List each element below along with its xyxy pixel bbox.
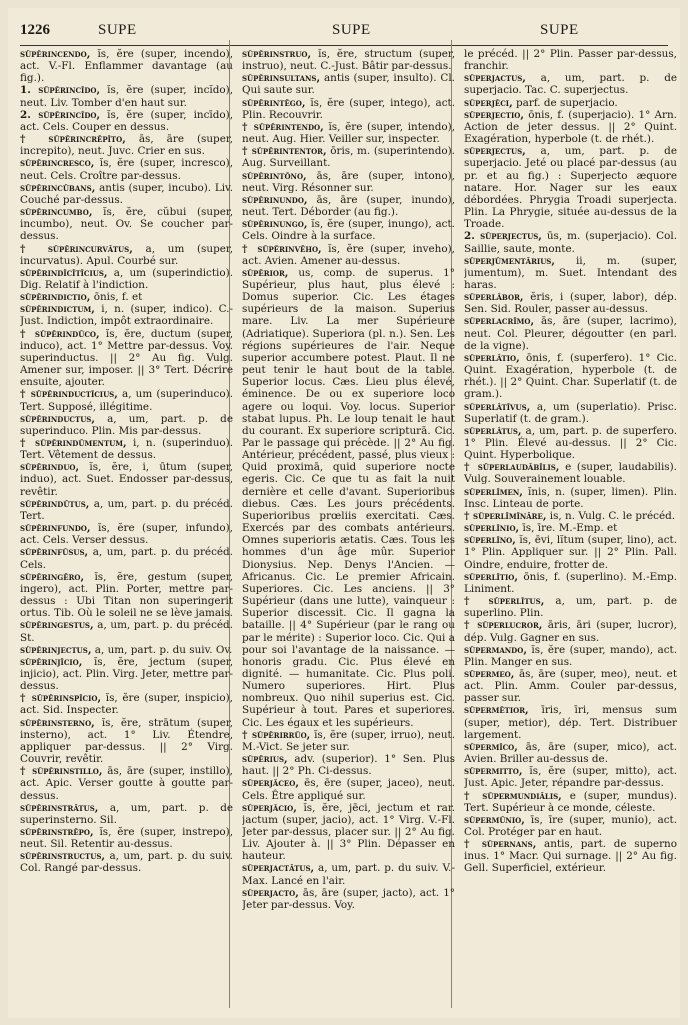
dictionary-entry — [20, 692, 233, 716]
dictionary-entry — [464, 595, 677, 619]
dictionary-entry — [20, 826, 233, 850]
dictionary-entry — [464, 790, 677, 814]
entry-headword: 2. sŭpĕrincīdo, — [20, 108, 101, 121]
entry-definition: antis (super, incubo). Liv. Couché par-dessus. — [20, 181, 233, 206]
dictionary-entry — [242, 862, 455, 886]
dictionary-entry — [20, 717, 233, 766]
entry-headword: † sŭpĕrinstillo, — [20, 765, 103, 778]
entry-headword: † sŭperlĭtus, — [464, 595, 545, 608]
entry-definition: ĭs, ĕre (super, incendo), act. V.-Fl. Enflammer davantage (au fig.). — [20, 48, 233, 85]
entry-definition: ĭs, ĕre (super, irruo), neut. M.-Vict. Se jeter sur. — [242, 728, 455, 753]
entry-headword: sŭpĕrincresco, — [20, 157, 95, 170]
running-head-left: SUPE — [98, 22, 137, 38]
entry-definition: ĭs, ĕre (super, intendo), neut. Aug. Hier. Veiller sur, inspecter. — [242, 120, 455, 146]
dictionary-entry — [464, 765, 677, 789]
entry-definition: a, um, part. p. du précéd. St. — [20, 619, 233, 644]
entry-definition: ĭs, ĕre (super, mando), act. Plin. Manger en sus. — [464, 643, 677, 668]
entry-headword: sŭpĕrinstrātus, — [20, 801, 99, 814]
dictionary-entry — [20, 157, 233, 181]
dictionary-entry — [464, 534, 677, 570]
entry-definition: ūs, m. (superjacio). Col. Saillie, saute, monte. — [464, 230, 677, 255]
entry-definition: ĭs, ĕre (super, infundo), act. Cels. Verser dessus. — [20, 522, 233, 547]
dictionary-entry — [464, 571, 677, 595]
dictionary-entry — [242, 802, 455, 863]
entry-definition: le précéd. || 2° Plin. Passer par-dessus, franchir. — [464, 48, 677, 73]
entry-definition: ās, āre (super, meo), neut. et act. Plin. Amm. Couler par-dessus, passer sur. — [464, 667, 677, 705]
dictionary-entry — [20, 206, 233, 242]
entry-headword: sŭpermĭco, — [464, 740, 518, 753]
entry-definition: ās, āre (super, inundo), neut. Tert. Déborder (au fig.). — [242, 193, 455, 219]
entry-headword: sŭperlātus, — [464, 424, 522, 437]
entry-definition: ĭs, ēvi, lĭtum (super, lino), act. 1° Plin. Appliquer sur. || 2° Plin. Pall. Oindre, enduire, frotter de. — [464, 534, 677, 571]
entry-headword: sŭperlăbor, — [464, 291, 524, 304]
entry-definition: ĭs, ĕre (super, intego), act. Plin. Recouvrir. — [242, 96, 455, 121]
entry-headword: sŭpĕrinjĭcio, — [20, 655, 83, 668]
entry-definition: ĭs, ĕre (super, inungo), act. Cels. Oindre à la surface. — [242, 218, 455, 243]
entry-headword: sŭpĕrinstruo, — [242, 48, 312, 60]
dictionary-entry — [242, 729, 455, 753]
entry-definition: a, um, part. p. de superjacio. Tac. C. superjectus. — [464, 72, 677, 97]
dictionary-entry — [464, 425, 677, 461]
entry-headword: † sŭpĕrindūco, — [20, 327, 100, 340]
entry-definition: a, um, part. p. de superfero. 1° Plin. Élevé au-dessus. || 2° Cic. Quint. Hyperbolique. — [464, 424, 677, 462]
dictionary-entry — [20, 546, 233, 570]
dictionary-entry — [464, 145, 677, 230]
column-3 — [464, 48, 677, 1018]
page-header — [20, 22, 670, 44]
dictionary-entry — [242, 72, 455, 96]
dictionary-entry — [20, 133, 233, 157]
entry-headword: sŭpĕrinundo, — [242, 193, 308, 206]
entry-headword: sŭperlīmen, — [464, 485, 523, 498]
entry-headword: sŭpĕrindĭcĭtĭcius, — [20, 266, 108, 279]
entry-definition: e (super, laudabilis). Vulg. Souverainement louable. — [464, 461, 677, 486]
dictionary-entry — [20, 619, 233, 643]
entry-definition: ĭs, ĕre, structum (super, instruo), neut. C.-Just. Bâtir par-dessus. — [242, 48, 455, 73]
entry-definition: ōnis, f. (superfero). 1° Cic. Quint. Exagération, hyperbole (t. de rhét.). || 2° Quint. Char. Superlatif (t. de gram.). — [464, 351, 677, 401]
entry-headword: sŭpĕrinductus, — [20, 412, 95, 425]
entry-headword: † sŭperlīmĭnāre, — [464, 509, 547, 522]
entry-definition: ās, āre (super, mico), act. Avien. Briller au-dessus de. — [464, 740, 677, 766]
entry-headword: sŭpĕrinduo, — [20, 461, 80, 474]
entry-definition: ās, āre (super, jacto), act. 1° Jeter par-dessus. Voy. — [242, 886, 455, 911]
entry-headword: sŭperjectio, — [464, 108, 524, 121]
entry-definition: adv. (superior). 1° Sen. Plus haut. || 2° Ph. Ci-dessus. — [242, 753, 455, 778]
entry-headword: sŭpĕrinjectus, — [20, 643, 92, 656]
entry-definition: ōnis, f. et — [93, 291, 143, 304]
entry-headword: sŭpĕrintĕgo, — [242, 96, 306, 109]
entry-headword: sŭperjacto, — [242, 886, 299, 899]
dictionary-entry — [20, 498, 233, 522]
dictionary-entry — [464, 838, 677, 874]
dictionary-entry — [464, 401, 677, 425]
dictionary-entry — [20, 243, 233, 267]
entry-definition: ĭs, ĕre (super, inveho), act. Avien. Amener au-dessus. — [242, 242, 455, 267]
entry-headword: † sŭpĕrinductĭcius, — [20, 388, 118, 401]
dictionary-entry — [242, 243, 455, 267]
dictionary-entry — [20, 802, 233, 826]
dictionary-entry — [464, 255, 677, 291]
dictionary-entry — [242, 194, 455, 218]
entry-definition: īs, īre. M.-Emp. et — [522, 522, 618, 535]
entry-definition: ĭs, ĕre, gestum (super, ingero), act. Plin. Porter, mettre par-dessus : Ubi Titan non superingerit ortus. Tib. Où le soleil ne se lève jamais. — [20, 570, 233, 620]
dictionary-entry — [242, 218, 455, 242]
dictionary-entry — [464, 291, 677, 315]
entry-headword: sŭpĕrindūtus, — [20, 497, 90, 510]
entry-headword: sŭpermētior, — [464, 704, 529, 717]
dictionary-entry — [20, 437, 233, 461]
dictionary-entry — [242, 170, 455, 194]
entry-headword: † sŭpĕrintendo, — [242, 120, 324, 133]
entry-definition: ĭs, ĕre, cŭbui (super, incumbo), neut. Ov. Se coucher par-dessus. — [20, 206, 233, 243]
entry-definition: is, n. Vulg. C. le précéd. — [549, 509, 676, 522]
entry-definition: ĭs, ĕre (super, instrepo), neut. Sil. Retentir au-dessus. — [20, 826, 233, 851]
dictionary-entry — [464, 619, 677, 643]
dictionary-entry — [464, 352, 677, 401]
entry-headword: sŭperlātio, — [464, 351, 520, 364]
entry-definition: ās, āre (super, instillo), act. Apic. Verser goutte à goutte par-dessus. — [20, 765, 233, 802]
dictionary-entry — [464, 72, 677, 96]
dictionary-entry — [20, 413, 233, 437]
entry-definition: ii, m. (super, jumentum), m. Suet. Intendant des haras. — [464, 254, 677, 291]
running-head-right: SUPE — [540, 22, 579, 38]
entry-headword: † sŭpĕrirrŭo, — [242, 728, 311, 741]
dictionary-entry — [464, 510, 677, 522]
dictionary-entry — [242, 267, 455, 729]
entry-headword: sŭperjactus, — [464, 72, 526, 85]
dictionary-entry — [242, 887, 455, 911]
entry-headword: sŭpĕrior, — [242, 266, 289, 279]
entry-definition: āris, āri (super, lucror), dép. Vulg. Gagner en sus. — [464, 619, 677, 644]
entry-headword: sŭpĕrinstructus, — [20, 850, 105, 863]
entry-definition: ōnis, f. (superjacio). 1° Arn. Action de jeter dessus. || 2° Quint. Exagération, hyperbole (t. de rhét.). — [464, 108, 677, 146]
entry-headword: sŭperjēci, — [464, 96, 513, 109]
entry-headword: sŭperjăceo, — [242, 777, 299, 790]
dictionary-entry — [464, 741, 677, 765]
entry-definition: a, um, part. p. de superinsterno. Sil. — [20, 801, 233, 826]
entry-definition: ĕris, i (super, labor), dép. Sen. Sid. Rouler, passer au-dessus. — [464, 291, 677, 316]
dictionary-entry — [464, 97, 677, 109]
running-head-center: SUPE — [332, 22, 371, 38]
entry-definition: īs, īre (super, munio), act. Col. Protéger par en haut. — [464, 813, 677, 838]
entry-headword: sŭpĕrintŏno, — [242, 169, 307, 182]
entry-definition: a, um, part. p. du suiv. Col. Rangé par-dessus. — [20, 850, 233, 875]
dictionary-entry — [464, 230, 677, 254]
dictionary-entry — [464, 644, 677, 668]
dictionary-entry — [20, 388, 233, 412]
entry-headword: sŭperjectus, — [464, 145, 526, 158]
entry-definition: e (super, mundus). Tert. Supérieur à ce monde, céleste. — [464, 789, 677, 814]
dictionary-entry — [20, 850, 233, 874]
entry-definition: antis, part. de superno inus. 1° Macr. Qui surnage. || 2° Au fig. Gell. Superficiel, extérieur. — [464, 838, 677, 875]
entry-headword: sŭperlātīvus, — [464, 400, 531, 413]
entry-definition: īris, īri, mensus sum (super, metior), dép. Tert. Distribuer largement. — [464, 704, 677, 741]
entry-headword: sŭpĕrindictum, — [20, 303, 95, 316]
entry-headword: † sŭperlucror, — [464, 619, 543, 632]
dictionary-entry — [20, 48, 233, 84]
entry-headword: 2. sŭperjectus, — [464, 230, 542, 243]
dictionary-entry — [464, 704, 677, 740]
entry-headword: sŭperlĭno, — [464, 534, 516, 547]
dictionary-entry — [20, 291, 233, 303]
entry-definition: a, um, part. p. du suiv. V.-Max. Lancé en l'air. — [242, 862, 455, 887]
entry-definition: ĭs, ĕre, ductum (super, induco), act. 1° Mettre par-dessus. Voy. superinductus. || 2° Au fig. Vulg. Amener sur, imposer. || 3° Tert. Décrire ensuite, ajouter. — [20, 327, 233, 389]
entry-headword: † sŭpĕrintentor, — [242, 145, 327, 158]
entry-headword: sŭpermeo, — [464, 667, 515, 680]
entry-headword: sŭpĕrinfūsus, — [20, 546, 89, 559]
entry-headword: † sŭpĕrinspĭcio, — [20, 692, 102, 705]
entry-headword: sŭpĕrinungo, — [242, 218, 308, 231]
entry-definition: a, um (superindictio). Dig. Relatif à l'indiction. — [20, 266, 233, 291]
dictionary-entry — [20, 571, 233, 620]
entry-headword: † sŭpĕrinvĕho, — [242, 242, 322, 255]
entry-definition: a, um, part. p. du suiv. Ov. — [94, 643, 233, 656]
column-2 — [242, 48, 455, 1018]
dictionary-entry — [464, 48, 677, 72]
entry-definition: parf. de superjacio. — [516, 96, 618, 109]
entry-definition: ōris, m. (superintendo). Aug. Surveillant. — [242, 145, 455, 170]
dictionary-entry — [20, 328, 233, 389]
entry-definition: a, um, part. p. du précéd. Cels. — [20, 546, 233, 571]
entry-definition: ĭs, ĕre, jēci, jectum et rar. jactum (super, jacio), act. 1° Virg. V.-Fl. Jeter par-dessus, placer sur. || 2° Au fig. Liv. Ajouter à. || 3° Plin. Dépasser en hauteur. — [242, 801, 455, 863]
dictionary-entry — [464, 522, 677, 534]
dictionary-entry — [20, 303, 233, 327]
entry-definition: a, um (superinduco). Tert. Supposé, illégitime. — [20, 388, 233, 413]
entry-definition: i, n. (super, indico). C.-Just. Indiction, impôt extraordinaire. — [20, 303, 233, 328]
page-number: 1226 — [20, 22, 50, 38]
entry-headword: † sŭpĕrindūmentum, — [20, 437, 127, 449]
entry-headword: sŭpermitto, — [464, 765, 523, 778]
entry-definition: ās, āre (super, lacrimo), neut. Col. Pleurer, dégoutter (en parl. de la vigne). — [464, 315, 677, 352]
entry-definition: ōnis, f. (superlino). M.-Emp. Liniment. — [464, 570, 677, 595]
dictionary-entry — [20, 644, 233, 656]
entry-headword: sŭperjūmentārius, — [464, 254, 555, 267]
dictionary-entry — [20, 109, 233, 133]
entry-definition: ĭnis, n. (super, limen). Plin. Insc. Linteau de porte. — [464, 485, 677, 510]
entry-headword: sŭpĕrincumbo, — [20, 206, 93, 219]
entry-headword: † sŭpĕrincrĕpĭto, — [20, 133, 126, 146]
entry-headword: † sŭpernans, — [464, 838, 537, 851]
entry-headword: sŭpermūnio, — [464, 813, 525, 826]
entry-headword: sŭpĕrinstrĕpo, — [20, 826, 94, 838]
entry-definition: ās, āre (super, intono), neut. Virg. Résonner sur. — [242, 169, 455, 194]
entry-definition: ĭs, ĕre (super, incresco), neut. Cels. Croître par-dessus. — [20, 157, 233, 182]
columns — [20, 48, 678, 1018]
header-rule — [20, 45, 668, 46]
entry-definition: ĭs, ĕre (super, incīdo), act. Cels. Couper en dessus. — [20, 108, 233, 133]
column-1 — [20, 48, 233, 1018]
dictionary-entry — [464, 315, 677, 351]
dictionary-entry — [20, 182, 233, 206]
entry-headword: † sŭperlaudābĭlis, — [464, 461, 560, 474]
entry-headword: 1. sŭpĕrincĭdo, — [20, 84, 101, 97]
entry-definition: ĭs, ĕre, i, ūtum (super, induo), act. Suet. Endosser par-dessus, revêtir. — [20, 461, 233, 498]
entry-headword: sŭpermando, — [464, 643, 527, 656]
dictionary-entry — [242, 48, 455, 72]
entry-definition: ĭs, ĕre (super, inspicio), act. Sid. Inspecter. — [20, 692, 233, 717]
entry-definition: antis (super, insulto). Cl. Qui saute sur. — [242, 72, 455, 97]
dictionary-entry — [20, 522, 233, 546]
entry-headword: sŭpĕringestus, — [20, 619, 94, 632]
dictionary-entry — [242, 97, 455, 121]
entry-headword: sŭpĕrinfundo, — [20, 522, 91, 535]
entry-definition: ēs, ēre (super, jaceo), neut. Cels. Être appliqué sur. — [242, 777, 455, 802]
entry-headword: sŭpĕrinsterno, — [20, 716, 95, 729]
dictionary-entry — [20, 461, 233, 497]
entry-headword: sŭperlĭtio, — [464, 570, 518, 583]
entry-definition: a, um (super, incurvatus). Apul. Courbé sur. — [20, 242, 233, 267]
entry-headword: sŭpĕringĕro, — [20, 570, 85, 583]
entry-definition: ĭs, ĕre, jectum (super, injicio), act. Plin. Virg. Jeter, mettre par-dessus. — [20, 655, 233, 693]
dictionary-entry — [464, 461, 677, 485]
entry-headword: sŭpĕrindictio, — [20, 291, 91, 304]
entry-definition: a, um, part. p. de superinduco. Plin. Mis par-dessus. — [20, 412, 233, 437]
dictionary-entry — [20, 656, 233, 692]
entry-headword: † sŭpermundiālis, — [464, 789, 562, 802]
entry-definition: us, comp. de superus. 1° Supérieur, plus haut, plus élevé : Domus superior. Cic. Les étages supérieurs de la maison. Superius mare. Liv. La mer Supérieure (Adriatique). Superiora (pl. n.). Sen. Les régions supérieures de l'air. Neque superior accumbere potest. Plaut. Il ne peut tenir le haut bout de la table. Superior locus. Cæs. Lieu plus élevé, éminence. De ou ex superiore loco agere ou loqui. Voy. locus. Superior stabat lupus. Ph. Le loup tenait le haut du courant. Ex superiore scripturā. Cic. Par le passage qui précède. || 2° Au fig. Antérieur, précédent, passé, plus vieux : Quid proximā, quid superiore nocte egeris. Cic. Ce que tu as fait la nuit dernière et celle d'avant. Superioribus diebus. Cæs. Les jours précédents. Superioribus prœliis exercitati. Cæs. Exercés par des combats antérieurs. Omnes superioris ætatis. Cæs. Tous les hommes d'un âge mûr. Superior Dionysius. Nep. Denys l'Ancien. — Africanus. Cic. Le premier Africain. Superiores. Cic. Les anciens. || 3° Supérieur (dans une lutte), vainqueur : Superior discessit. Cic. Il gagna la bataille. || 4° Supérieur (par le rang ou par le mérite) : Superior loco. Cic. Qui a pour soi l'avantage de la naissance. — honoris gradu. Cic. Plus élevé en dignité. — humanitate. Cic. Plus poli. Numero superiores. Hirt. Plus nombreux. Quo nihil superius est. Cic. Supérieur à tout. Pares et superiores. Cic. Les égaux et les supérieurs. — [242, 266, 455, 729]
entry-headword: sŭpĕrincŭbans, — [20, 181, 96, 194]
entry-headword: sŭperjăcio, — [242, 801, 297, 814]
dictionary-entry — [242, 121, 455, 145]
dictionary-entry — [464, 486, 677, 510]
dictionary-entry — [20, 267, 233, 291]
entry-definition: a, um, part. p. de superlino. Plin. — [464, 595, 677, 620]
entry-definition: ĭs, ĕre, strātum (super, insterno), act. 1° Liv. Étendre, appliquer par-dessus. || 2° Virg. Couvrir, revêtir. — [20, 716, 233, 766]
entry-definition: a, um, part. p. du précéd. Tert. — [20, 497, 233, 522]
entry-headword: † sŭpĕrincurvātus, — [20, 242, 133, 255]
entry-definition: a, um, part. p. de superjacio. Jeté ou placé par-dessus (au pr. et au fig.) : Superjecto æquore natare. Hor. Nager sur les eaux débordées. Phrygia Troadi superjecta. Plin. La Phrygie, située au-dessus de la Troade. — [464, 145, 677, 231]
dictionary-entry — [464, 109, 677, 145]
entry-headword: sŭpĕrinsultans, — [242, 72, 321, 85]
entry-definition: i, n. (superinduo). Tert. Vêtement de dessus. — [20, 437, 233, 462]
entry-definition: a, um (superlatio). Prisc. Superlatif (t. de gram.). — [464, 400, 677, 425]
dictionary-entry — [242, 753, 455, 777]
dictionary-entry — [242, 777, 455, 801]
dictionary-entry — [464, 668, 677, 704]
entry-headword: sŭperlĭnio, — [464, 522, 520, 535]
entry-headword: sŭpĕrincendo, — [20, 48, 91, 60]
entry-headword: sŭpĕrius, — [242, 753, 288, 766]
dictionary-entry — [242, 145, 455, 169]
dictionary-entry — [20, 84, 233, 108]
dictionary-entry — [464, 814, 677, 838]
entry-headword: sŭperlacrĭmo, — [464, 315, 535, 328]
dictionary-entry — [20, 765, 233, 801]
entry-headword: sŭperjactātus, — [242, 862, 315, 875]
entry-definition: ĭs, ĕre (super, incĭdo), neut. Liv. Tomber d'en haut sur. — [20, 84, 233, 109]
entry-definition: ās, āre (super, increpito), neut. Juvc. Crier en sus. — [20, 133, 233, 158]
entry-definition: ĭs, ĕre (super, mitto), act. Just. Apic. Jeter, répandre par-dessus. — [464, 765, 677, 790]
